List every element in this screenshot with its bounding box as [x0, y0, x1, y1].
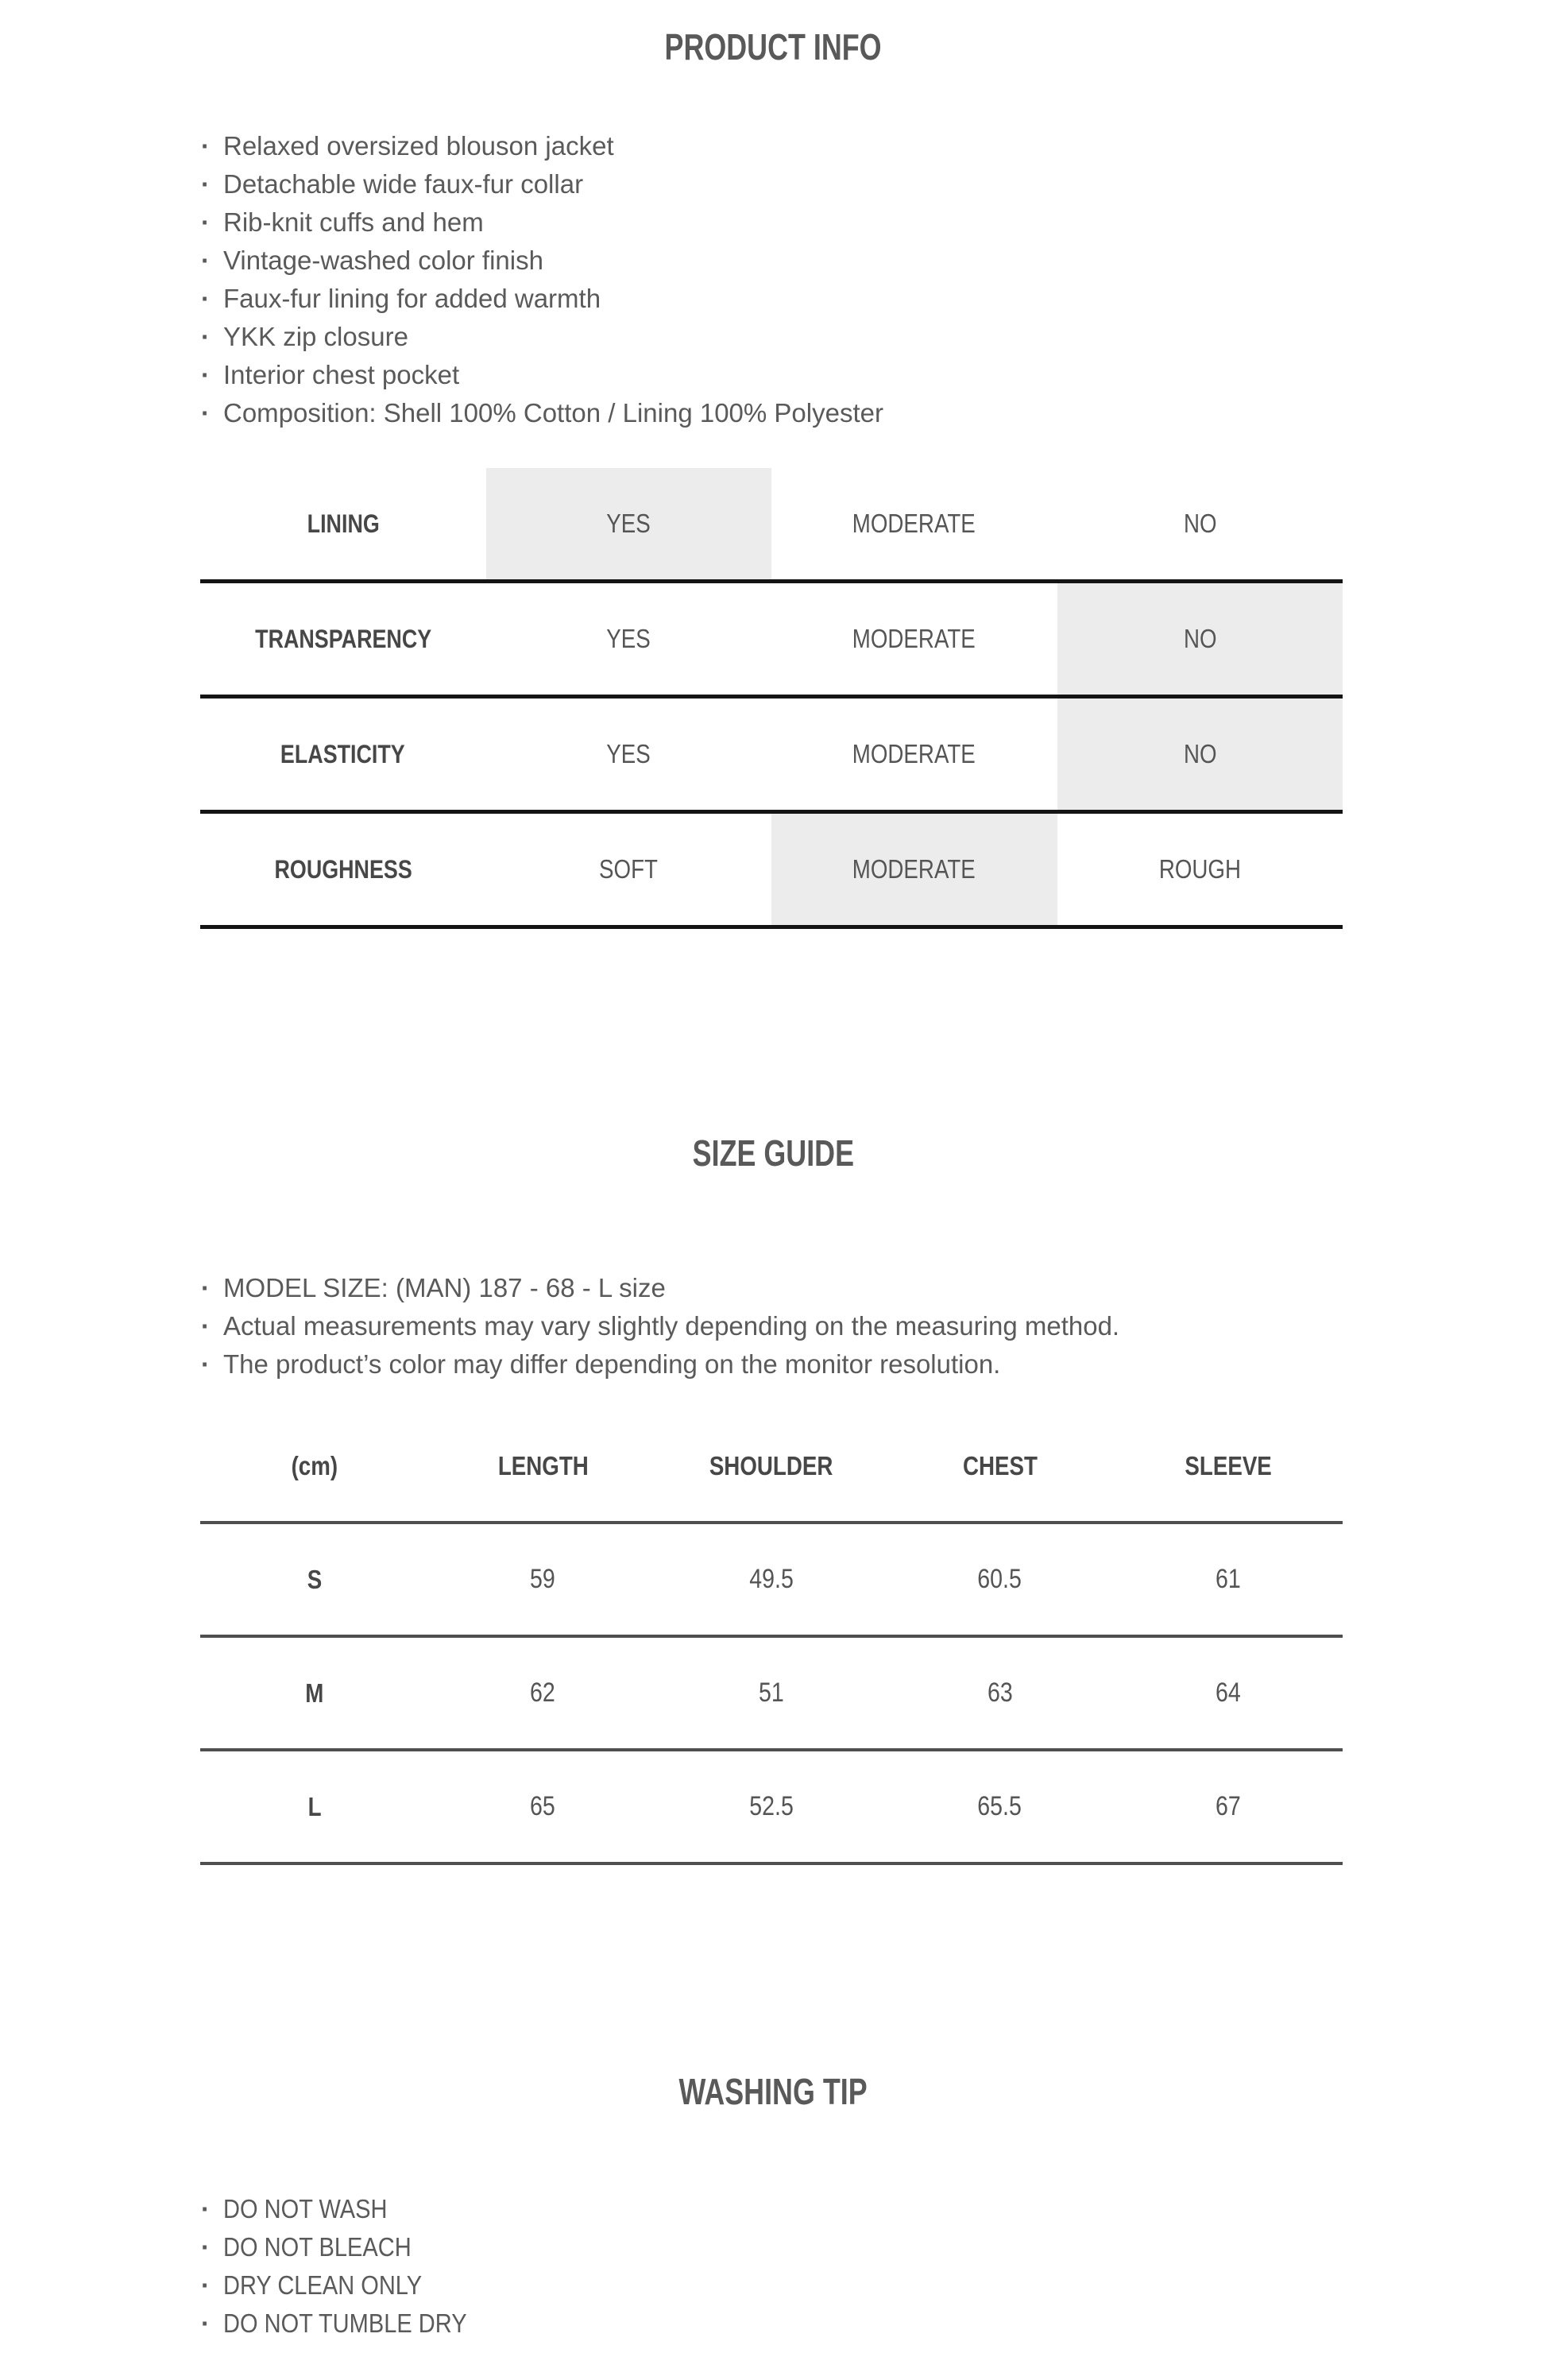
- attr-option: NO: [1183, 509, 1217, 538]
- attr-row-transparency: [200, 583, 1343, 699]
- attributes-table: [200, 468, 1343, 929]
- size-table-col-header: SHOULDER: [709, 1450, 833, 1480]
- size-value: 65.5: [977, 1791, 1022, 1821]
- attr-option: NO: [1057, 699, 1343, 810]
- size-row-l: [200, 1751, 1343, 1865]
- size-value: 59: [530, 1564, 556, 1594]
- size-value: 64: [1216, 1678, 1242, 1708]
- attr-option: MODERATE: [852, 739, 976, 768]
- size-label: M: [305, 1678, 324, 1708]
- size-value: 63: [987, 1678, 1013, 1708]
- washing-tip-bullet: · DRY CLEAN ONLY: [201, 2266, 500, 2305]
- size-label: L: [307, 1791, 322, 1821]
- size-table-header-row: [200, 1411, 1343, 1524]
- product-bullet: · Interior chest pocket: [201, 356, 883, 394]
- size-table: [200, 1411, 1343, 1865]
- product-bullet: · Rib-knit cuffs and hem: [201, 203, 883, 242]
- size-guide-bullet: · Actual measurements may vary slightly depending on the measuring method.: [201, 1307, 1119, 1345]
- size-guide-title: [0, 1132, 1546, 1174]
- washing-tip-title: [0, 2073, 1546, 2110]
- attr-row-elasticity: [200, 699, 1343, 814]
- washing-tip-title-text: WASHING TIP: [678, 2071, 868, 2112]
- washing-tip-bullet: · DO NOT WASH: [201, 2190, 500, 2228]
- attr-option: MODERATE: [852, 509, 976, 538]
- attr-option: ROUGH: [1158, 854, 1241, 884]
- size-value: 49.5: [749, 1564, 794, 1594]
- attr-option: YES: [606, 624, 651, 653]
- size-guide-bullet: · The product’s color may differ depending on the monitor resolution.: [201, 1345, 1119, 1383]
- attr-option: MODERATE: [852, 624, 976, 653]
- size-value: 62: [530, 1678, 556, 1708]
- attr-label: ROUGHNESS: [274, 854, 412, 884]
- product-bullet: · Faux-fur lining for added warmth: [201, 280, 883, 318]
- size-guide-title-text: SIZE GUIDE: [692, 1132, 854, 1174]
- product-info-title-text: PRODUCT INFO: [664, 26, 882, 68]
- attr-label: LINING: [307, 509, 380, 538]
- size-table-col-header: SLEEVE: [1185, 1450, 1272, 1480]
- size-value: 60.5: [977, 1564, 1022, 1594]
- size-value: 65: [530, 1791, 556, 1821]
- size-guide-bullet: · MODEL SIZE: (MAN) 187 - 68 - L size: [201, 1269, 1119, 1307]
- product-bullet: · Relaxed oversized blouson jacket: [201, 127, 883, 165]
- product-info-bullets: [201, 127, 883, 432]
- size-value: 61: [1216, 1564, 1242, 1594]
- size-value: 52.5: [749, 1791, 794, 1821]
- attr-option: YES: [606, 739, 651, 768]
- size-table-unit-header: (cm): [291, 1450, 338, 1480]
- attr-option: MODERATE: [771, 814, 1057, 925]
- attr-row-lining: [200, 468, 1343, 583]
- attr-label: TRANSPARENCY: [254, 624, 431, 653]
- size-guide-bullets: [201, 1269, 1119, 1383]
- size-value: 67: [1216, 1791, 1242, 1821]
- size-table-col-header: LENGTH: [497, 1450, 589, 1480]
- product-bullet: · YKK zip closure: [201, 318, 883, 356]
- size-table-col-header: CHEST: [962, 1450, 1038, 1480]
- attr-label: ELASTICITY: [280, 739, 406, 768]
- product-bullet: · Detachable wide faux-fur collar: [201, 165, 883, 203]
- product-info-title: [0, 26, 1546, 68]
- size-row-m: [200, 1638, 1343, 1751]
- size-value: 51: [759, 1678, 784, 1708]
- size-label: S: [307, 1564, 323, 1594]
- washing-tip-bullet: · DO NOT BLEACH: [201, 2228, 500, 2266]
- attr-row-roughness: [200, 814, 1343, 929]
- attr-option: NO: [1057, 583, 1343, 695]
- attr-option: YES: [486, 468, 772, 579]
- product-bullet: · Vintage-washed color finish: [201, 242, 883, 280]
- size-row-s: [200, 1524, 1343, 1638]
- attr-option: SOFT: [599, 854, 659, 884]
- washing-tip-bullets: [201, 2190, 500, 2343]
- washing-tip-bullet: · DO NOT TUMBLE DRY: [201, 2305, 500, 2343]
- product-bullet: · Composition: Shell 100% Cotton / Lining 100% Polyester: [201, 394, 883, 432]
